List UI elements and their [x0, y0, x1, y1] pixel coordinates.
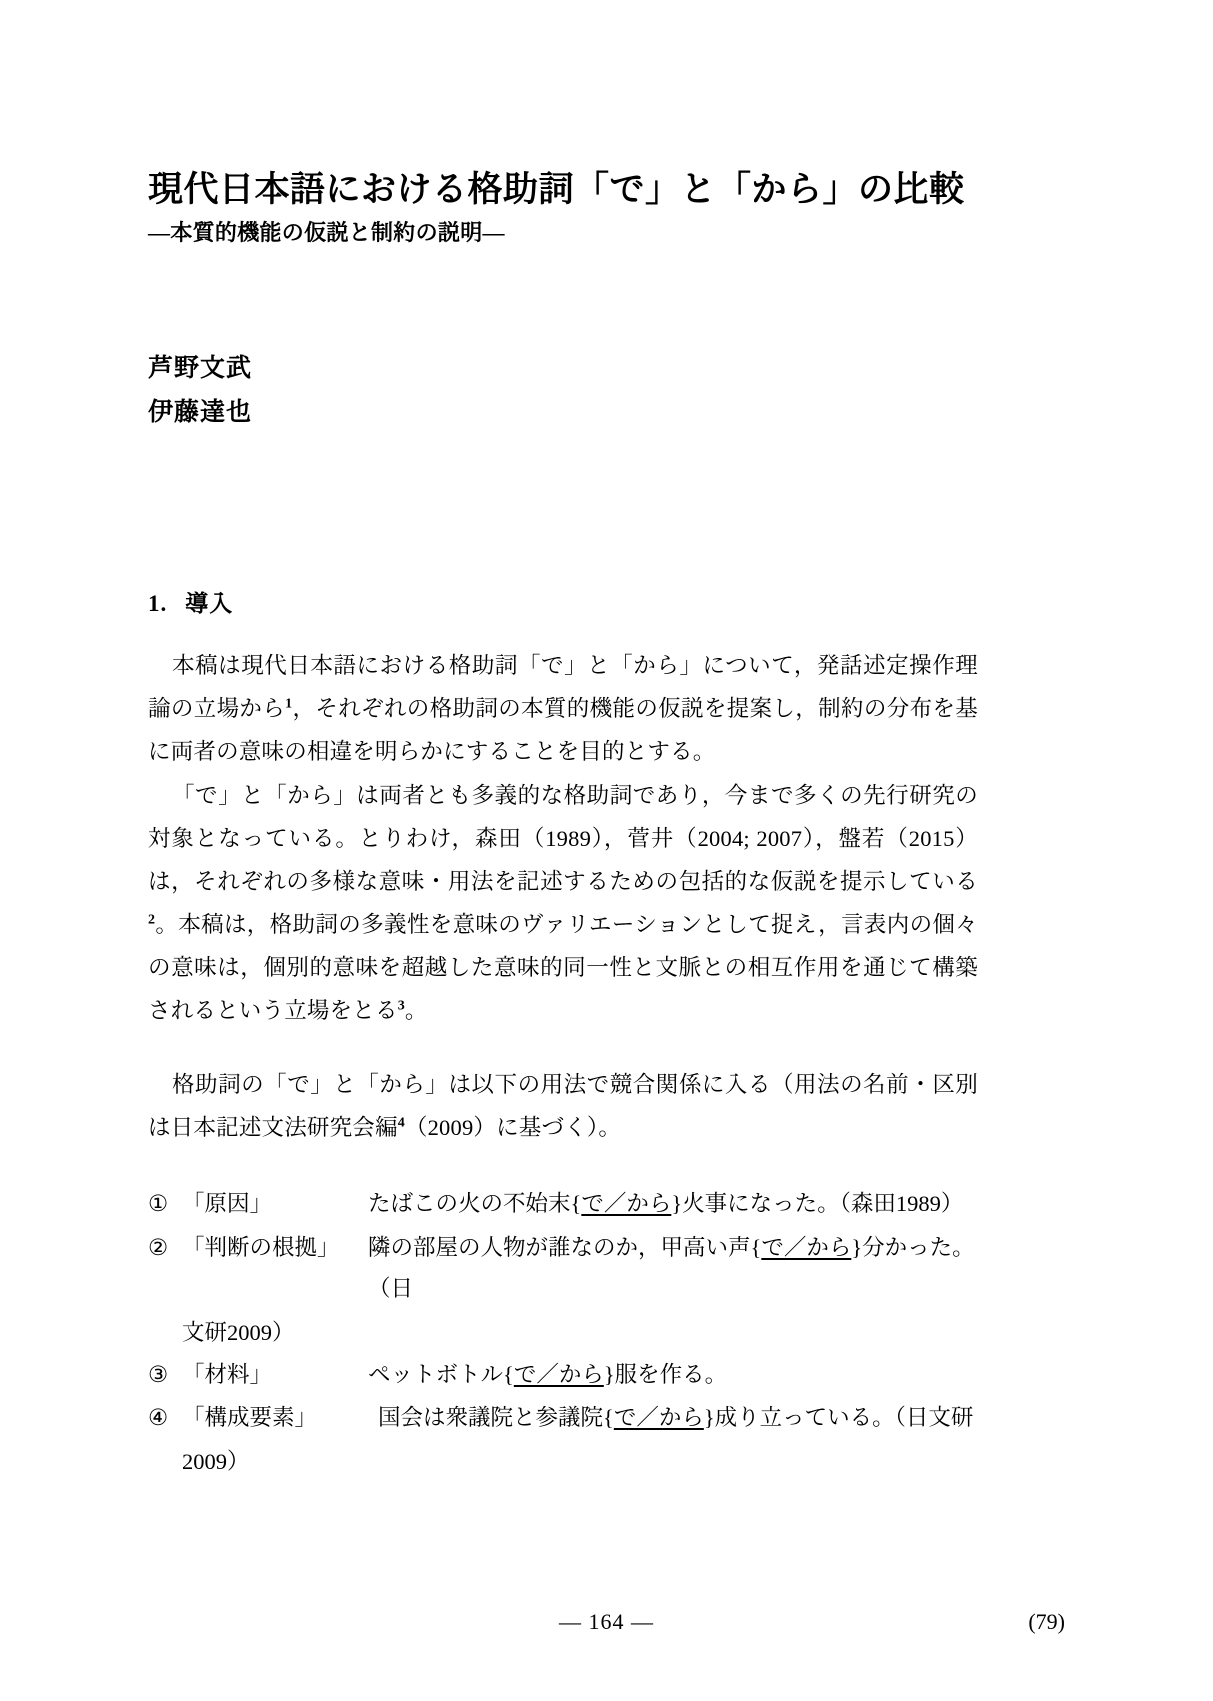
example-text-before: たばこの火の不始末{	[368, 1191, 582, 1216]
example-label: 「判断の根拠」	[182, 1234, 340, 1260]
paragraph-2	[148, 774, 978, 1033]
section-number: 1.	[148, 590, 168, 616]
paragraph-2-part-b: 。本稿は，格助詞の多義性を意味のヴァリエーションとして捉え，言表内の個々の意味は，個別的意味を超越した意味的同一性と文脈との相互作用を通じて構築されるという立場をとる	[148, 912, 978, 1024]
secondary-page-number: (79)	[1028, 1609, 1065, 1634]
paragraph-3	[148, 1063, 978, 1149]
example-number: ②	[148, 1234, 169, 1260]
example-number: ④	[148, 1405, 169, 1431]
page-subtitle: ―本質的機能の仮説と制約の説明―	[148, 219, 505, 245]
example-sentence	[368, 1183, 978, 1225]
example-text-before: ペットボトル{	[368, 1361, 514, 1387]
footnote-marker-2: 2	[148, 912, 156, 928]
example-item	[148, 1227, 978, 1310]
example-sentence	[368, 1354, 978, 1396]
paragraph-2-part-c: 。	[404, 998, 428, 1024]
example-label: 「原因」	[182, 1191, 273, 1216]
paragraph-1-part-a: 本稿は現代日本語における格助詞「で」と「から」について，発話述定操作理	[172, 652, 978, 678]
section-heading	[148, 585, 978, 618]
example-text-before: 国会は衆議院と参議院{	[378, 1405, 614, 1431]
author-name-2: 伊藤達也	[148, 399, 253, 427]
body-text	[148, 644, 978, 1149]
title-block	[148, 168, 978, 247]
example-underlined-particles: で／から	[513, 1361, 604, 1387]
example-underlined-particles: で／から	[581, 1191, 672, 1216]
paragraph-1	[148, 644, 978, 774]
example-underlined-particles: で／から	[613, 1405, 704, 1431]
example-label: 「構成要素」	[182, 1405, 318, 1431]
page-content	[148, 0, 978, 1482]
example-text-after: }分かった。（日	[368, 1234, 975, 1302]
example-continuation: 文研2009）	[182, 1319, 295, 1345]
example-text-after: }成り立っている。（日文研	[703, 1405, 974, 1431]
example-text-before: 隣の部屋の人物が誰なのか，甲高い声{	[368, 1234, 762, 1260]
paragraph-3-part-b: （2009）に基づく）。	[404, 1114, 622, 1140]
paragraph-1-part-c: ，それぞれの格助詞の本質的機能の仮説を提案し，制約の分布を基に両者の意味の相違を明らかにすることを目的とする。	[148, 696, 978, 765]
example-continuation: 2009）	[182, 1448, 250, 1474]
example-list	[148, 1183, 978, 1482]
section-title: 導入	[185, 590, 234, 616]
example-item	[148, 1183, 978, 1225]
paragraph-1-part-b: 論の立場から	[148, 696, 286, 722]
author-name-1: 芦野文武	[148, 355, 253, 383]
page-number: ― 164 ―	[559, 1609, 654, 1634]
page-footer	[0, 1609, 1213, 1639]
example-number: ①	[148, 1191, 169, 1216]
example-item	[148, 1354, 978, 1396]
example-text-after: }服を作る。	[603, 1361, 728, 1387]
footnote-marker-4: 4	[397, 1115, 405, 1131]
example-sentence	[378, 1397, 978, 1439]
page-title: 現代日本語における格助詞「で」と「から」の比較	[148, 170, 965, 209]
footnote-marker-1: 1	[285, 696, 293, 712]
example-text-after: }火事になった。（森田1989）	[671, 1191, 964, 1216]
paragraph-3-part-a: 格助詞の「で」と「から」は以下の用法で競合関係に入る（用法の名前・区別は日本記述文法研究会編	[148, 1071, 978, 1140]
example-label: 「材料」	[182, 1361, 273, 1387]
author-list	[148, 347, 978, 435]
example-item	[148, 1397, 978, 1439]
example-underlined-particles: で／から	[761, 1234, 852, 1260]
example-sentence	[368, 1227, 978, 1310]
example-number: ③	[148, 1361, 169, 1387]
paragraph-2-part-a: 「で」と「から」は両者とも多義的な格助詞であり，今まで多くの先行研究の対象となっている。とりわけ，森田（1989），菅井（2004; 2007），盤若（2015）は，それぞれの多様な意味・用法を記述するための包括的な仮説を提示している	[148, 782, 978, 894]
footnote-marker-3: 3	[397, 998, 405, 1014]
